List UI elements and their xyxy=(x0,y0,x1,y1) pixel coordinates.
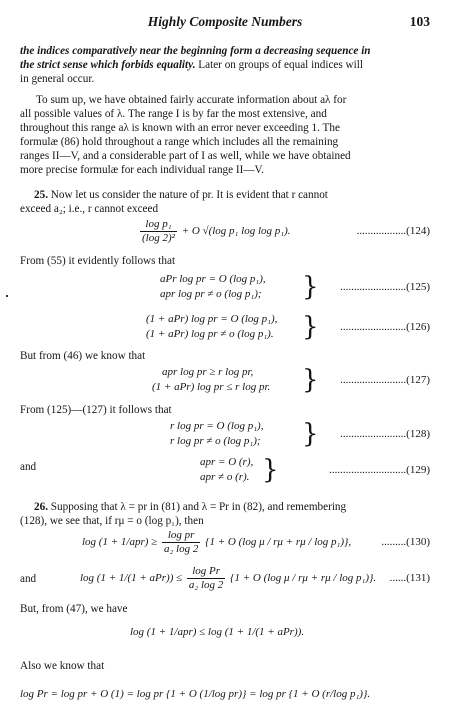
para1-line3: in general occur. xyxy=(20,73,95,85)
eq125-tag: ........................(125) xyxy=(340,281,430,293)
sec25-number: 25. xyxy=(34,189,48,201)
eq130-numerator: log pr xyxy=(162,529,200,543)
from46-line: But from (46) we know that xyxy=(20,350,146,362)
eq128-brace: } xyxy=(302,419,319,449)
from125-line: From (125)—(127) it follows that xyxy=(20,404,172,416)
also-line: Also we know that xyxy=(20,660,105,672)
eq131-lhs: log (1 + 1/(1 + aPr)) ≤ xyxy=(80,572,183,585)
eq124-denominator: (log 2)² xyxy=(142,232,175,244)
eq130-rhs: {1 + O (log μ / rμ + rμ / log p₁)}, xyxy=(205,536,352,549)
eq126-line-b: (1 + aPr) log pr ≠ o (log p₁). xyxy=(146,328,274,340)
and-line-2: and xyxy=(20,573,37,585)
eq127-tag: ........................(127) xyxy=(340,374,430,386)
para1-line2 xyxy=(20,58,363,72)
from55-line: From (55) it evidently follows that xyxy=(20,255,176,267)
eq125-brace: } xyxy=(302,272,319,302)
eq131-denominator: a₂ log 2 xyxy=(188,579,224,591)
eq125-line-b: apr log pr ≠ o (log p₁); xyxy=(160,288,262,300)
eq128-line-b: r log pr ≠ o (log p₁); xyxy=(170,435,261,447)
sec26-line1-text: Supposing that λ = pr in (81) and λ = Pr in (82), and remembering xyxy=(50,501,347,513)
para2-line2: all possible values of λ. The range I is by far the most extensive, and xyxy=(20,108,327,120)
equation-133: log Pr = log pr + O (1) = log pr {1 + O (1/log pr)} = log pr {1 + O (r/log p₁)}. xyxy=(20,688,371,700)
equation-132: log (1 + 1/apr) ≤ log (1 + 1/(1 + aPr)). xyxy=(130,626,305,638)
eq126-line-a: (1 + aPr) log pr = O (log p₁), xyxy=(146,313,278,325)
eq124-tag: ..................(124) xyxy=(356,225,430,237)
sec26-number: 26. xyxy=(34,501,48,513)
sec26-line2: (128), we see that, if rμ = o (log p₁), then xyxy=(20,515,204,527)
para2-line6: more precise formulæ for each individual range II—V. xyxy=(20,164,264,176)
sec25-line2: exceed a₂; i.e., r cannot exceed xyxy=(20,203,159,215)
running-title: Highly Composite Numbers xyxy=(147,14,303,29)
eq129-tag: ............................(129) xyxy=(329,464,430,476)
equation-124 xyxy=(138,218,290,245)
eq131-numerator: log Pr xyxy=(187,565,225,579)
eq126-brace: } xyxy=(302,312,319,342)
eq130-tag: .........(130) xyxy=(381,536,430,548)
eq130-fraction xyxy=(162,529,200,556)
equation-131 xyxy=(80,565,376,592)
eq129-line-b: apr ≠ o (r). xyxy=(200,471,250,483)
para2-line5: ranges II—V, and a considerable part of I as well, while we have obtained xyxy=(20,150,351,162)
sec25-line1-text: Now let us consider the nature of pr. It is evident that r cannot xyxy=(50,189,328,201)
equation-130 xyxy=(82,529,351,556)
eq129-line-a: apr = O (r), xyxy=(200,456,254,468)
eq131-rhs: {1 + O (log μ / rμ + rμ / log p₁)}. xyxy=(230,572,377,585)
eq128-line-a: r log pr = O (log p₁), xyxy=(170,420,264,432)
sec26-line1 xyxy=(34,500,346,514)
eq129-brace: } xyxy=(262,455,279,485)
eq130-lhs: log (1 + 1/apr) ≥ xyxy=(82,536,158,549)
eq131-tag: ......(131) xyxy=(389,572,430,584)
para1-line2-italic: the strict sense which forbids equality. xyxy=(20,59,196,71)
page-number: 103 xyxy=(409,14,430,29)
eq125-line-a: aPr log pr = O (log p₁), xyxy=(160,273,266,285)
margin-speck xyxy=(6,295,8,297)
para2-line4: formulæ (86) hold throughout a range which includes all the remaining xyxy=(20,136,339,148)
from47-line: But, from (47), we have xyxy=(20,603,128,615)
eq127-brace: } xyxy=(302,365,319,395)
para1-line2-rest: Later on groups of equal indices will xyxy=(195,59,363,71)
and-line-1: and xyxy=(20,461,37,473)
para2-line3: throughout this range aλ is known with an error never exceeding 1. The xyxy=(20,122,340,134)
eq124-numerator: log p₁ xyxy=(140,218,177,232)
para1-line1: the indices comparatively near the beginning form a decreasing sequence in xyxy=(20,45,371,57)
eq131-fraction xyxy=(187,565,225,592)
eq124-rest: + O √(log p₁ log log p₁). xyxy=(181,225,291,238)
eq126-tag: ........................(126) xyxy=(340,321,430,333)
eq127-line-a: apr log pr ≥ r log pr, xyxy=(162,366,254,378)
sec25-line1 xyxy=(34,188,328,202)
eq130-denominator: a₂ log 2 xyxy=(163,543,199,555)
eq128-tag: ........................(128) xyxy=(340,428,430,440)
eq127-line-b: (1 + aPr) log pr ≤ r log pr. xyxy=(152,381,271,393)
eq124-fraction xyxy=(140,218,177,245)
para2-line1: To sum up, we have obtained fairly accurate information about aλ for xyxy=(36,94,347,106)
